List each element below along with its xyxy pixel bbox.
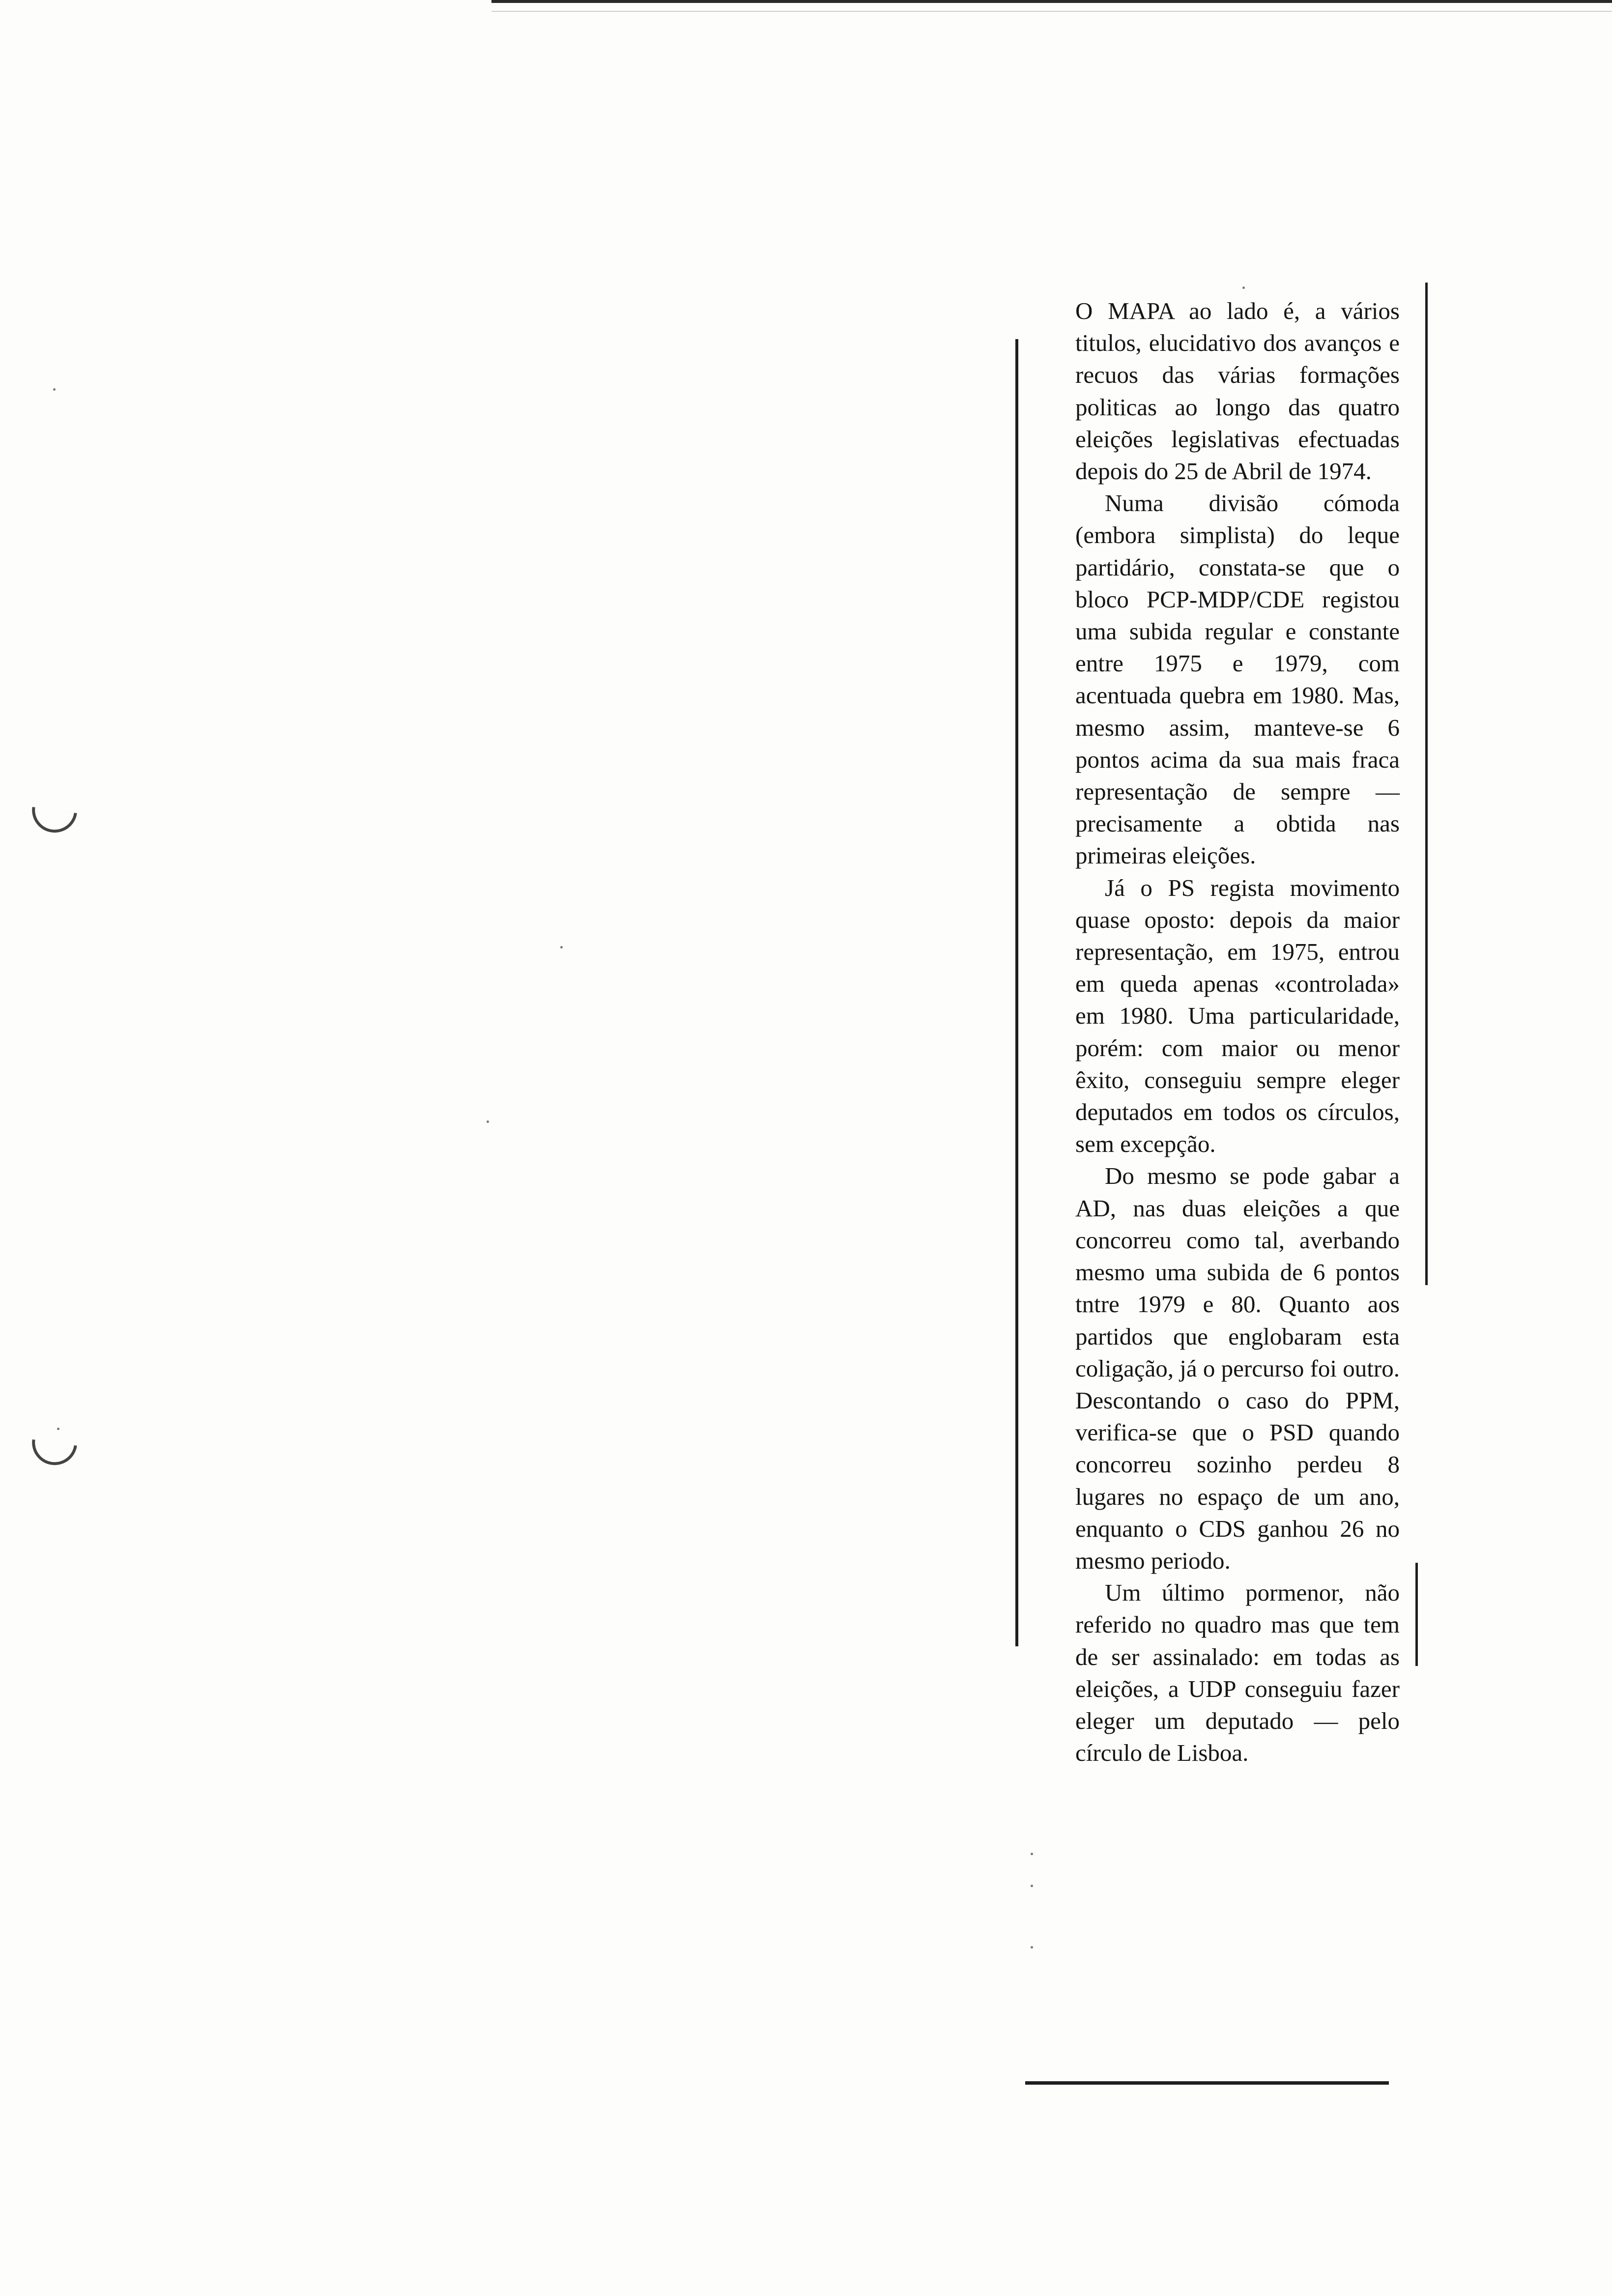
scan-speck	[53, 388, 56, 391]
scan-top-edge	[491, 0, 1612, 3]
article-paragraph-2: Numa divisão cómoda (embora simplista) do leque partidário, constata-se que o bloco PCP-MDP/CDE registou uma subida regular e constante entre 1975 e 1979, com acentuada quebra em 1980. Mas, mesmo assim, manteve-se 6 pontos acima da sua mais fraca representação de sempre — precisamente a obtida nas primeiras eleições.	[1075, 489, 1400, 869]
scan-speck	[1031, 1885, 1033, 1887]
column-rule-left	[1015, 339, 1018, 1646]
column-rule-bottom	[1025, 2081, 1389, 2085]
scan-speck	[1031, 1946, 1033, 1949]
scan-speck	[1031, 1853, 1033, 1855]
scan-speck	[560, 946, 563, 948]
article-paragraph-3: Já o PS regista movimento quase oposto: depois da maior representação, em 1975, entrou em queda apenas «controlada» em 1980. Uma particularidade, porém: com maior ou menor êxito, conseguiu sempre eleger deputados em todos os círculos, sem excepção.	[1075, 874, 1400, 1158]
scan-top-edge-shadow	[491, 11, 1612, 12]
punch-hole-mark-upper	[29, 807, 77, 835]
scan-speck	[487, 1120, 489, 1123]
column-rule-right-lower	[1415, 1563, 1418, 1666]
punch-hole-mark-lower	[29, 1439, 77, 1468]
article-paragraph-5: Um último pormenor, não referido no quadro mas que tem de ser assinalado: em todas as eleições, a UDP conseguiu fazer eleger um deputado — pelo círculo de Lisboa.	[1075, 1579, 1400, 1767]
article-paragraph-4: Do mesmo se pode gabar a AD, nas duas eleições a que concorreu como tal, averbando mesmo uma subida de 6 pontos tntre 1979 e 80. Quanto aos partidos que englobaram esta coligação, já o percurso foi outro. Descontando o caso do PPM, verifica-se que o PSD quando concorreu sozinho perdeu 8 lugares no espaço de um ano, enquanto o CDS ganhou 26 no mesmo periodo.	[1075, 1162, 1400, 1574]
scan-speck	[1242, 287, 1245, 289]
scan-speck	[57, 1428, 59, 1430]
column-rule-right	[1425, 283, 1428, 1285]
article-paragraph-1: O MAPA ao lado é, a vários titulos, elucidativo dos avanços e recuos das várias formações politicas ao longo das quatro eleições legislativas efectuadas depois do 25 de Abril de 1974.	[1075, 297, 1400, 485]
article-column	[1075, 295, 1400, 1769]
